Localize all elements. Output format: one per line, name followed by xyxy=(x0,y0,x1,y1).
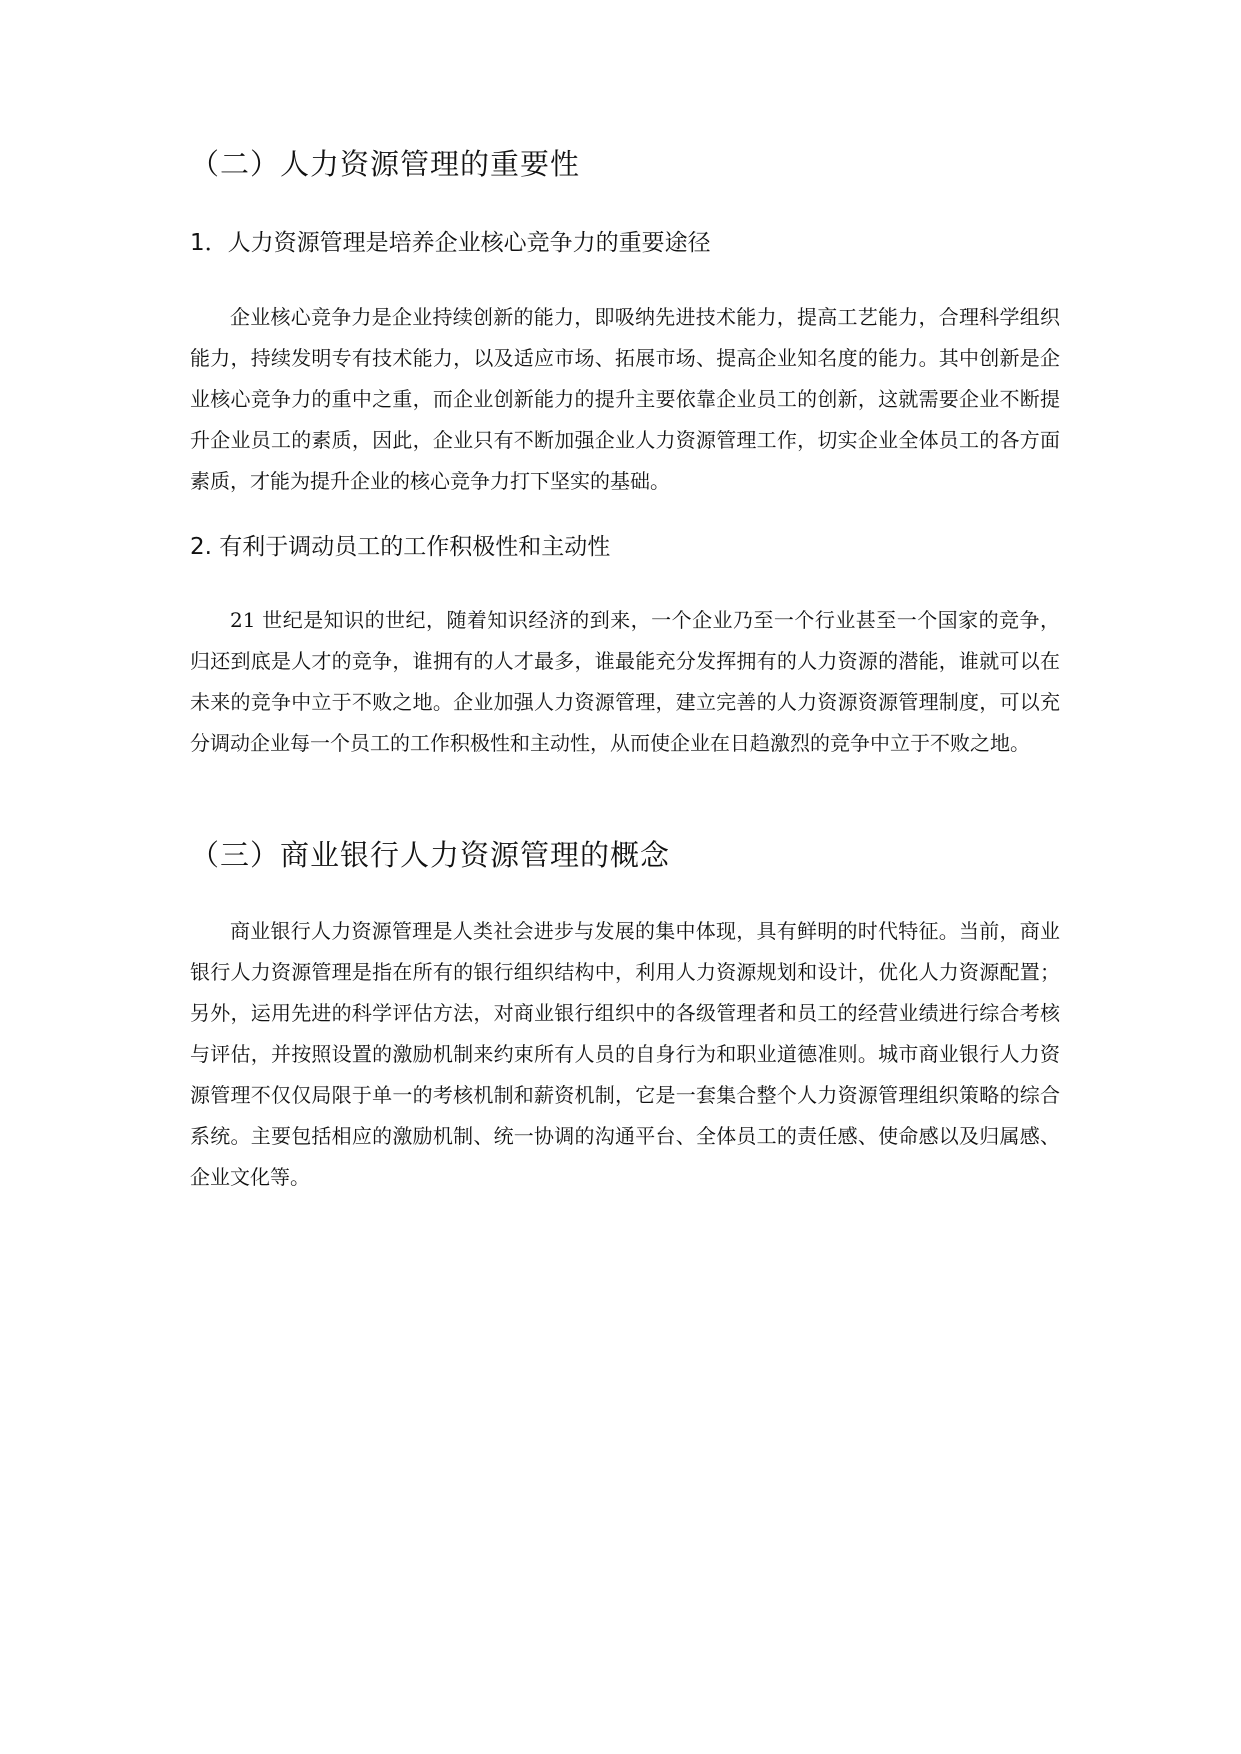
heading-text: （二）人力资源管理的重要性 xyxy=(190,147,581,181)
paragraph-text: 商业银行人力资源管理是人类社会进步与发展的集中体现，具有鲜明的时代特征。当前，商业银行人力资源管理是指在所有的银行组织结构中，利用人力资源规划和设计，优化人力资源配置；另外，运用先进的科学评估方法，对商业银行组织中的各级管理者和员工的经营业绩进行综合考核与评估，并按照设置的激励机制来约束所有人员的自身行为和职业道德准则。城市商业银行人力资源管理不仅仅局限于单一的考核机制和薪资机制，它是一套集合整个人力资源管理组织策略的综合系统。主要包括相应的激励机制、统一协调的沟通平台、全体员工的责任感、使命感以及归属感、企业文化等。 xyxy=(190,919,1060,1189)
subsection-heading-2 xyxy=(190,530,1060,564)
heading-text: 1．人力资源管理是培养企业核心竞争力的重要途径 xyxy=(190,230,711,256)
paragraph-text: 企业核心竞争力是企业持续创新的能力，即吸纳先进技术能力，提高工艺能力，合理科学组织能力，持续发明专有技术能力，以及适应市场、拓展市场、提高企业知名度的能力。其中创新是企业核心竞争力的重中之重，而企业创新能力的提升主要依靠企业员工的创新，这就需要企业不断提升企业员工的素质，因此，企业只有不断加强企业人力资源管理工作，切实企业全体员工的各方面素质，才能为提升企业的核心竞争力打下坚实的基础。 xyxy=(190,305,1060,493)
section-heading-concept xyxy=(190,835,1060,875)
paragraph-text: 21 世纪是知识的世纪，随着知识经济的到来，一个企业乃至一个行业甚至一个国家的竞争，归还到底是人才的竞争，谁拥有的人才最多，谁最能充分发挥拥有的人力资源的潜能，谁就可以在未来的竞争中立于不败之地。企业加强人力资源管理，建立完善的人力资源资源管理制度，可以充分调动企业每一个员工的工作积极性和主动性，从而使企业在日趋激烈的竞争中立于不败之地。 xyxy=(190,608,1060,755)
section-heading-importance xyxy=(190,144,1060,184)
subsection-heading-1 xyxy=(190,226,1060,260)
paragraph-motivation xyxy=(190,600,1060,764)
heading-text: 2. 有利于调动员工的工作积极性和主动性 xyxy=(190,534,611,560)
heading-text: （三）商业银行人力资源管理的概念 xyxy=(190,838,671,872)
paragraph-core-competitiveness xyxy=(190,297,1060,502)
paragraph-bank-hrm-concept xyxy=(190,911,1060,1198)
